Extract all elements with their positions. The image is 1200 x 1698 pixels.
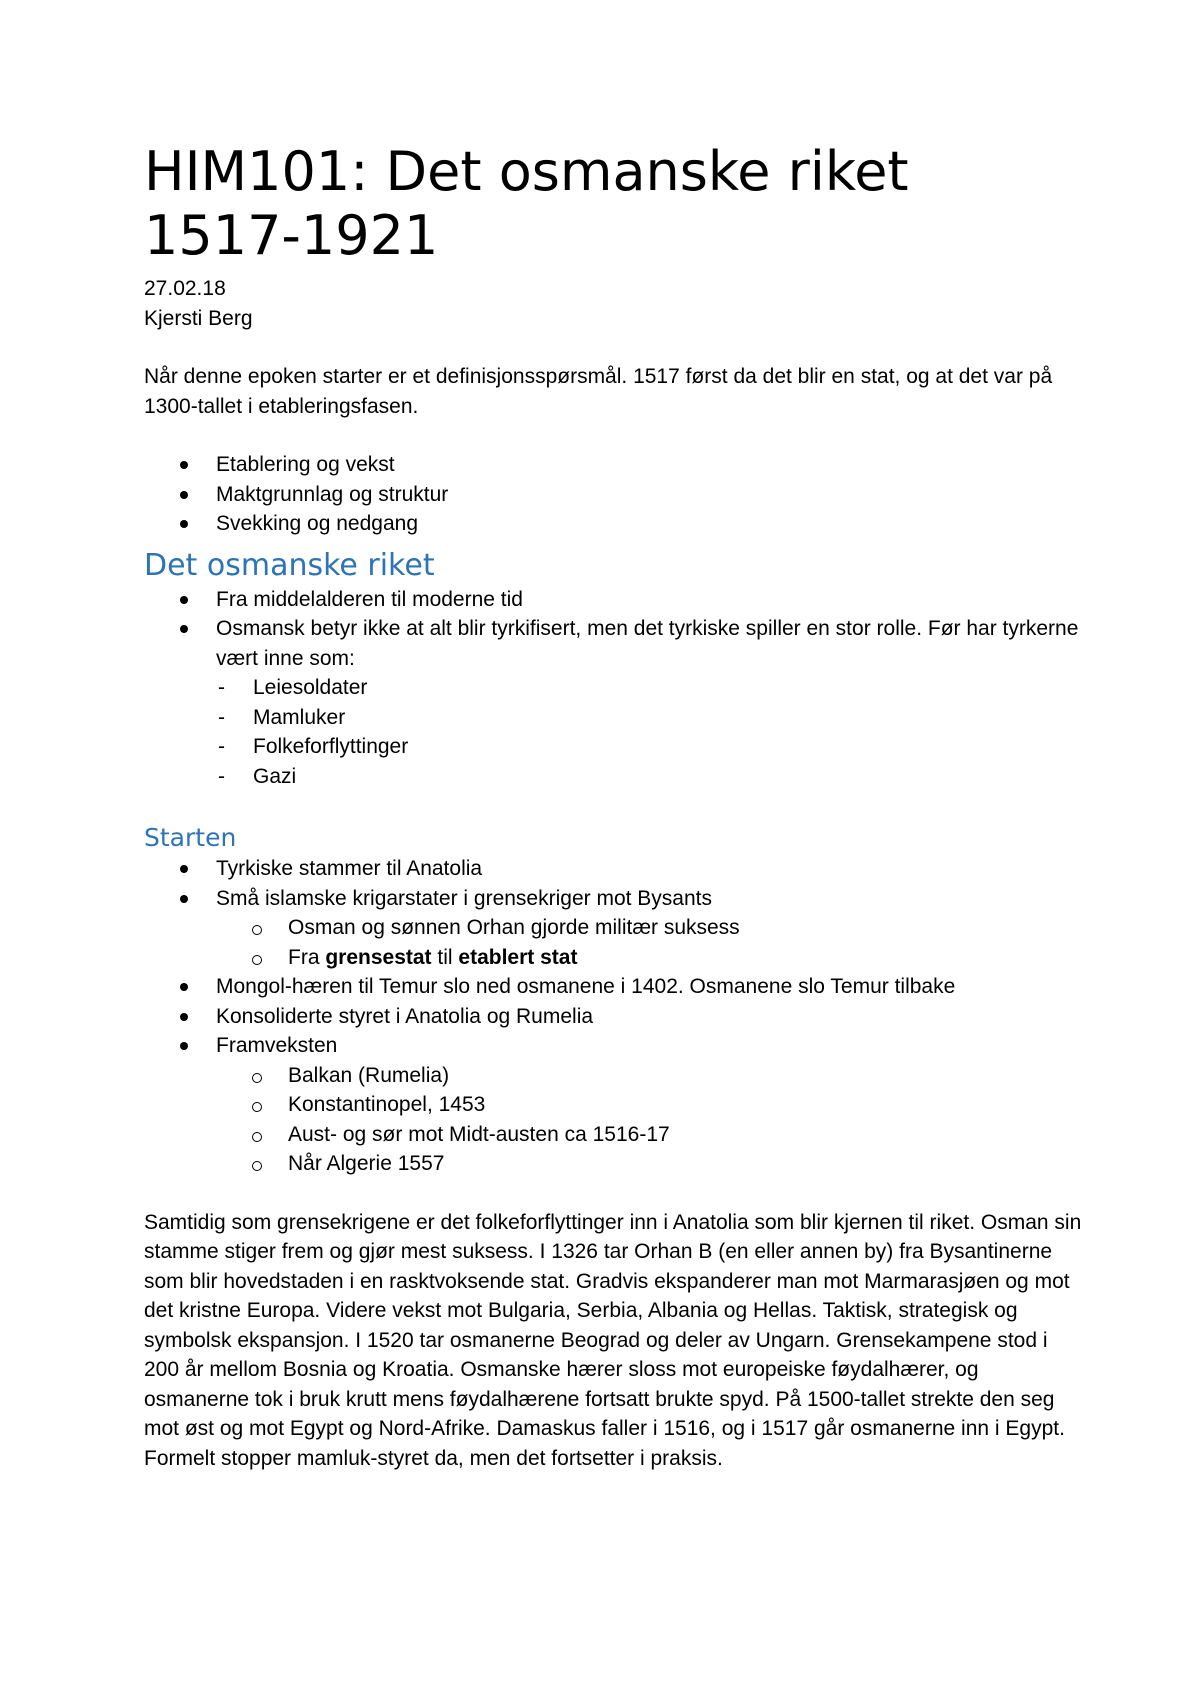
list-item: Maktgrunnlag og struktur	[144, 480, 1084, 510]
bullet-icon	[180, 983, 188, 991]
list-item: Når Algerie 1557	[144, 1149, 1084, 1179]
section1-dash-list	[144, 673, 1084, 791]
title-line-1: HIM101: Det osmanske riket	[144, 140, 909, 203]
list-item: Aust- og sør mot Midt-austen ca 1516-17	[144, 1120, 1084, 1150]
intro-paragraph: Når denne epoken starter er et definisjonsspørsmål. 1517 først da det blir en stat, og at det var på 1300-tallet i etableringsfasen.	[144, 365, 1053, 418]
list-item: Små islamske krigarstater i grensekriger mot Bysants	[144, 884, 1084, 914]
bullet-icon	[180, 596, 188, 604]
list-item: Etablering og vekst	[144, 450, 1084, 480]
list-item: Osman og sønnen Orhan gjorde militær suksess	[144, 913, 1084, 943]
circle-bullet-icon	[252, 1073, 262, 1083]
bullet-icon	[180, 1013, 188, 1021]
dash-marker: -	[218, 764, 225, 788]
list-item: Tyrkiske stammer til Anatolia	[144, 854, 1084, 884]
document-date: 27.02.18	[144, 277, 226, 300]
list-item: Fra middelalderen til moderne tid	[144, 585, 1084, 615]
list-item: - Gazi	[144, 762, 1084, 792]
list-item: Mongol-hæren til Temur slo ned osmanene i 1402. Osmanene slo Temur tilbake	[144, 972, 1084, 1002]
circle-bullet-icon	[252, 1102, 262, 1112]
list-item: Osmansk betyr ikke at alt blir tyrkifisert, men det tyrkiske spiller en stor rolle. Før har tyrkerne vært inne som:	[144, 614, 1084, 673]
body-paragraph: Samtidig som grensekrigene er det folkeforflyttinger inn i Anatolia som blir kjernen til riket. Osman sin stamme stiger frem og gjør mest suksess. I 1326 tar Orhan B (en eller annen by) fra Bysantinerne som blir hovedstaden i en rasktvoksende stat. Gradvis ekspanderer man mot Marmarasjøen og mot det kristne Europa. Videre vekst mot Bulgaria, Serbia, Albania og Hellas. Taktisk, strategisk og symbolsk ekspansjon. I 1520 tar osmanerne Beograd og deler av Ungarn. Grensekampene stod i 200 år mellom Bosnia og Kroatia. Osmanske hærer sloss mot europeiske føydalhærer, og osmanerne tok i bruk krutt mens føydalhærene fortsatt brukte spyd. På 1500-tallet strekte den seg mot øst og mot Egypt og Nord-Afrike. Damaskus faller i 1516, og i 1517 går osmanerne inn i Egypt. Formelt stopper mamluk-styret da, men det fortsetter i praksis.	[144, 1210, 1082, 1470]
circle-bullet-icon	[252, 925, 262, 935]
list-item: Konsoliderte styret i Anatolia og Rumelia	[144, 1002, 1084, 1032]
intro-bullet-list	[144, 450, 1084, 539]
bullet-icon	[180, 1042, 188, 1050]
dash-marker: -	[218, 735, 225, 758]
document-title	[144, 140, 1084, 268]
dash-marker: -	[218, 705, 225, 729]
list-item: Fra grensestat til etablert stat	[144, 943, 1084, 973]
list-item: Konstantinopel, 1453	[144, 1090, 1084, 1120]
spacer	[144, 421, 1084, 450]
section1-bullet-list	[144, 585, 1084, 674]
section2-bullet-list	[144, 854, 1084, 913]
spacer	[144, 333, 1084, 362]
list-item: Framveksten	[144, 1031, 1084, 1061]
bullet-icon	[180, 461, 188, 469]
list-item: Svekking og nedgang	[144, 509, 1084, 539]
section-heading-det-osmanske-riket: Det osmanske riket	[144, 547, 435, 583]
section-heading-starten: Starten	[144, 823, 237, 852]
bullet-icon	[180, 865, 188, 873]
circle-bullet-icon	[252, 1132, 262, 1142]
circle-bullet-icon	[252, 1161, 262, 1171]
list-item: - Folkeforflyttinger	[144, 732, 1084, 762]
section2-sublist-2	[144, 1061, 1084, 1179]
title-line-2: 1517-1921	[144, 204, 439, 267]
dash-marker: -	[218, 676, 225, 699]
list-item: Balkan (Rumelia)	[144, 1061, 1084, 1091]
spacer	[144, 1179, 1084, 1208]
document-body	[144, 140, 1084, 1473]
list-item: - Mamluker	[144, 703, 1084, 733]
spacer	[144, 791, 1084, 822]
circle-bullet-icon	[252, 955, 262, 965]
list-item: - Leiesoldater	[144, 673, 1084, 703]
bullet-icon	[180, 520, 188, 528]
bullet-icon	[180, 625, 188, 633]
bullet-icon	[180, 491, 188, 499]
section2-bullet-list-continued	[144, 972, 1084, 1061]
document-author: Kjersti Berg	[144, 306, 253, 330]
bullet-icon	[180, 895, 188, 903]
section2-sublist-1	[144, 913, 1084, 972]
